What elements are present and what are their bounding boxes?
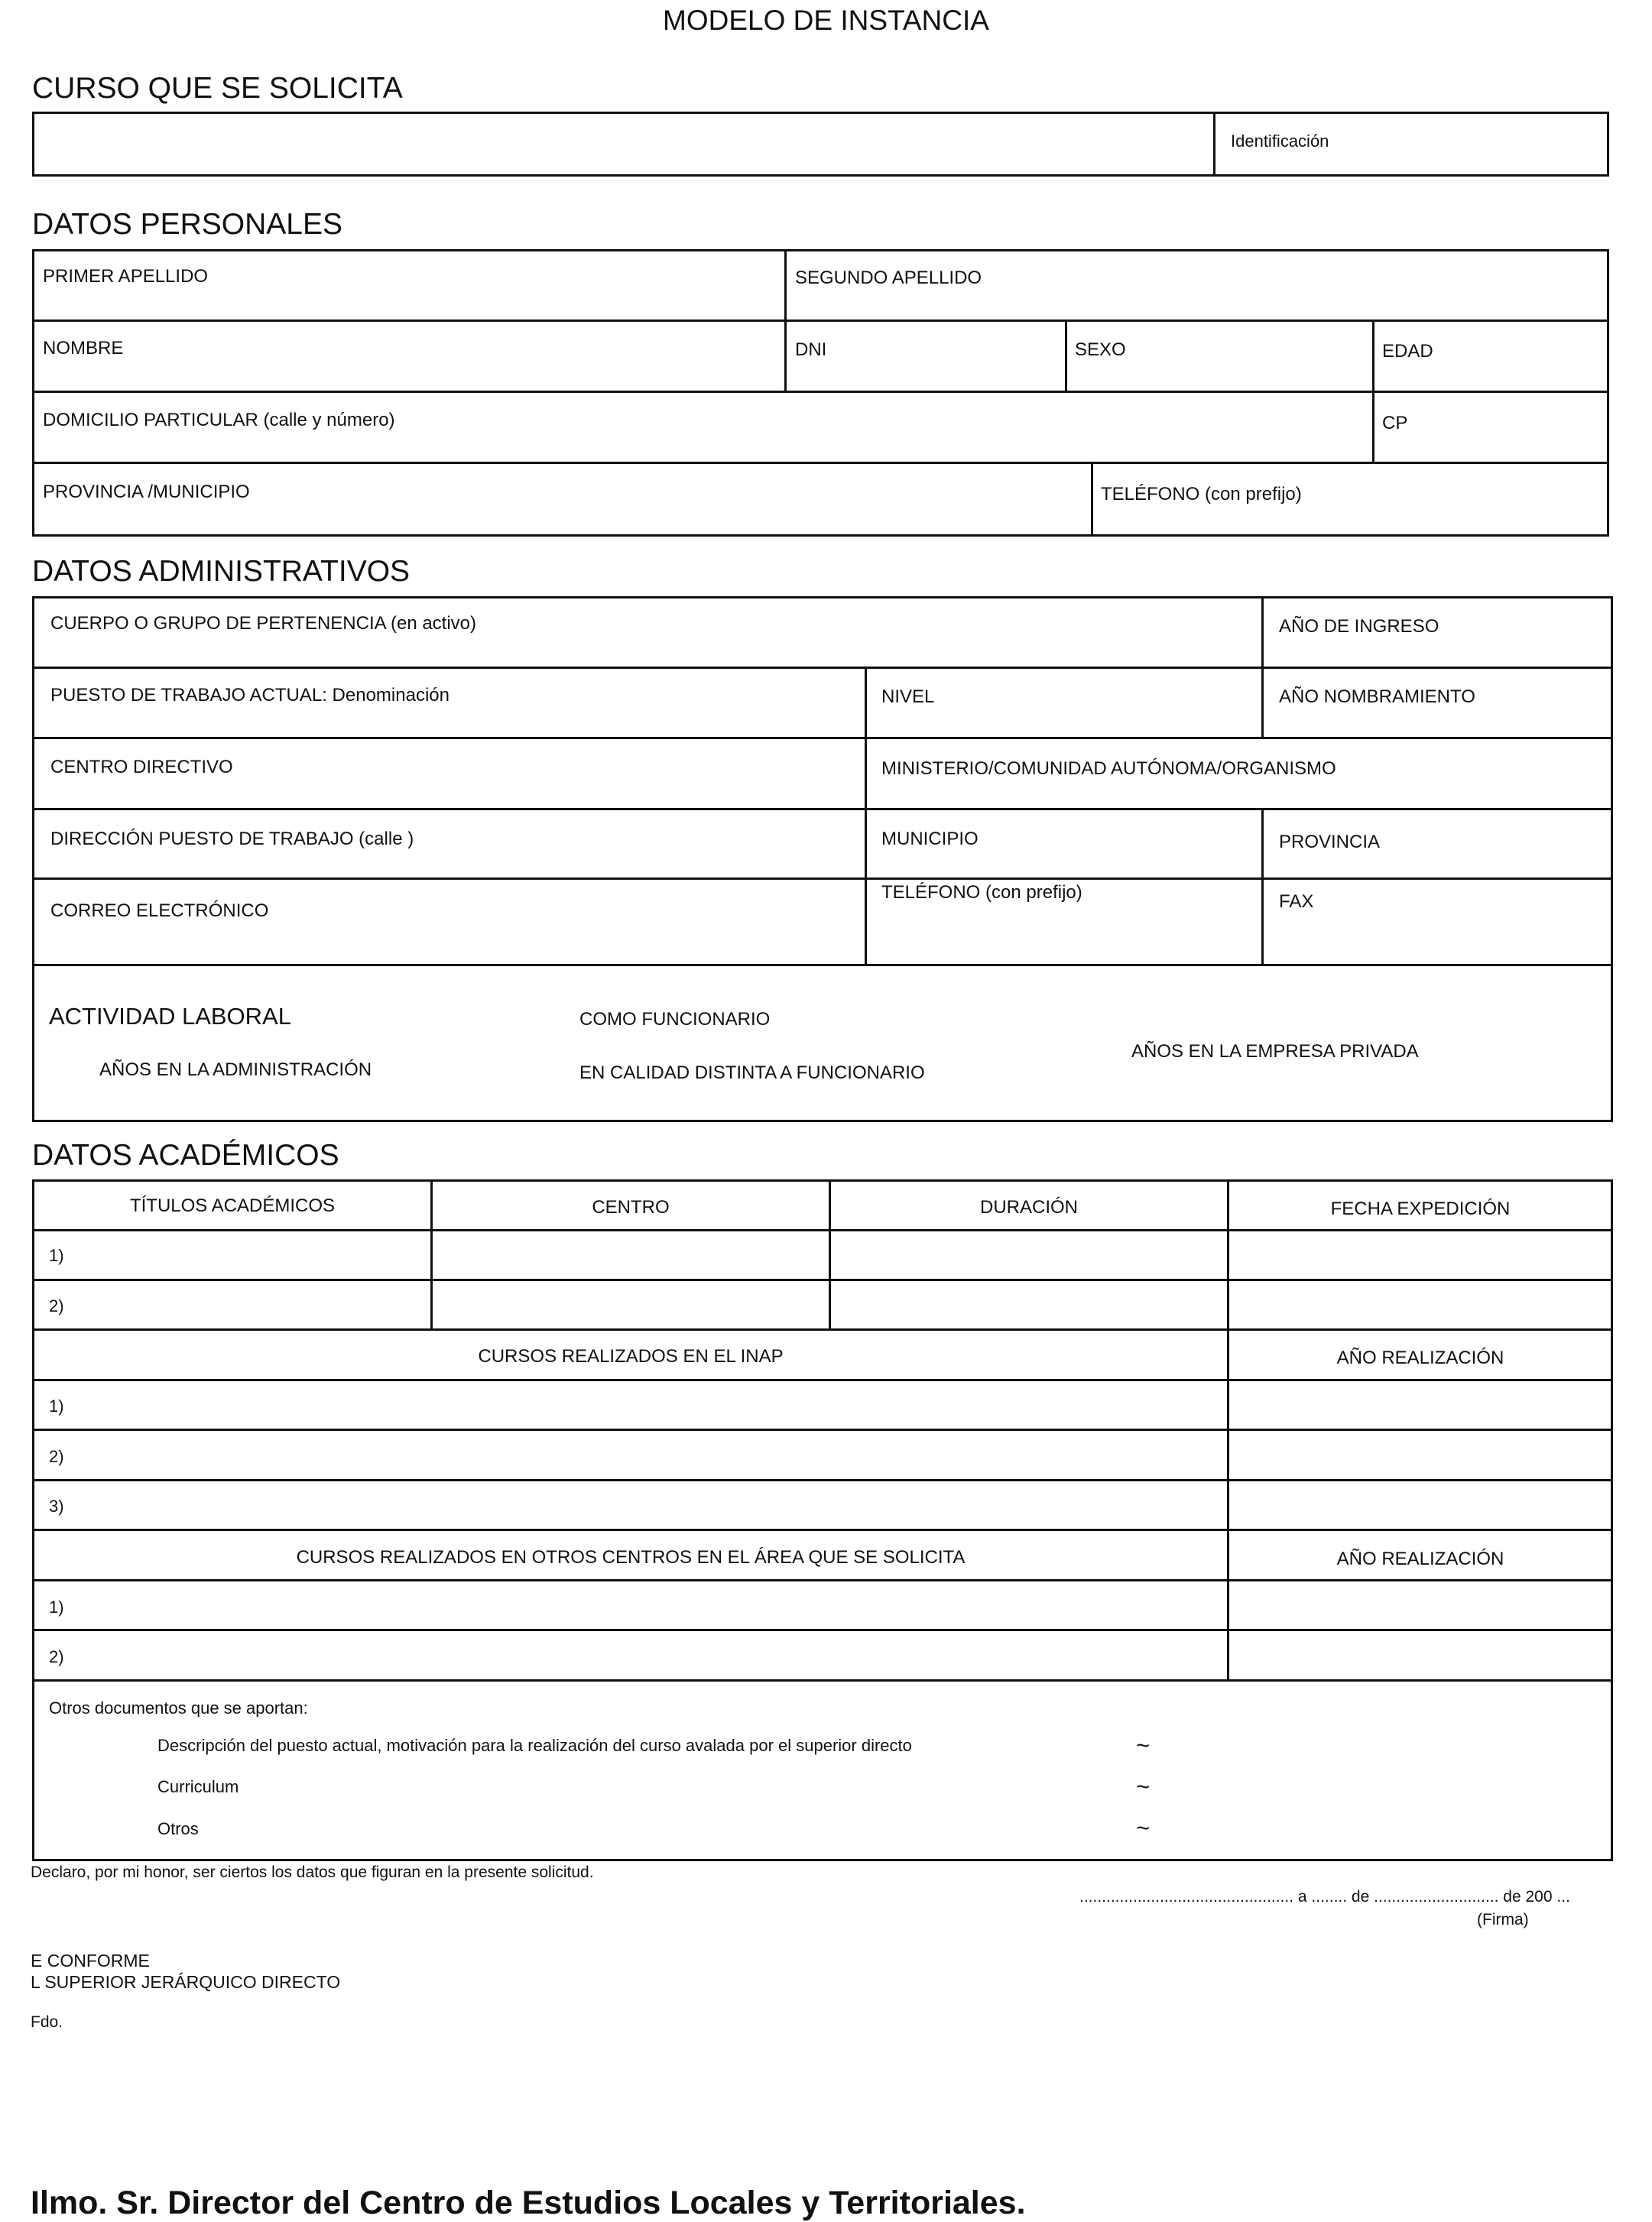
ano-nombramiento-field[interactable]: AÑO NOMBRAMIENTO [1279,686,1475,707]
divider [32,1279,1613,1281]
ano-ingreso-field[interactable]: AÑO DE INGRESO [1279,616,1439,637]
identificacion-label: Identificación [1231,131,1329,151]
divider [784,249,787,393]
cp-field[interactable]: CP [1382,413,1408,433]
col-centro-header: CENTRO [592,1197,670,1218]
table-row[interactable]: 2) [49,1296,64,1315]
divider [1261,808,1264,965]
documento-curriculum-label: Curriculum [157,1777,239,1796]
nivel-field[interactable]: NIVEL [881,686,935,707]
page-title: MODELO DE INSTANCIA [663,5,989,36]
empresa-privada-field[interactable]: AÑOS EN LA EMPRESA PRIVADA [1131,1041,1419,1062]
divider [32,737,1613,739]
divider [32,1328,1613,1331]
table-row[interactable]: 2) [49,1447,64,1466]
section-academicos-heading: DATOS ACADÉMICOS [32,1139,339,1172]
centro-directivo-field[interactable]: CENTRO DIRECTIVO [50,757,233,777]
divider [32,1579,1613,1581]
divider [32,1479,1613,1481]
divider [1372,320,1375,463]
table-row[interactable]: 2) [49,1647,64,1666]
fecha-firma-line[interactable]: ................................................ a ........ de ............................ de 200 ... [1079,1888,1570,1906]
inap-ano-header: AÑO REALIZACIÓN [1336,1348,1504,1368]
correo-field[interactable]: CORREO ELECTRÓNICO [50,900,269,921]
otros-centros-header: CURSOS REALIZADOS EN OTROS CENTROS EN EL ÁREA QUE SE SOLICITA [296,1547,966,1568]
section-administrativos-heading: DATOS ADMINISTRATIVOS [32,555,411,588]
table-row[interactable]: 1) [49,1246,64,1265]
conforme-line-1: E CONFORME [31,1951,150,1971]
documento-curriculum-checkbox[interactable]: ~ [1136,1773,1151,1800]
academicos-box [32,1179,1613,1861]
nombre-field[interactable]: NOMBRE [43,338,124,358]
municipio-field[interactable]: MUNICIPIO [881,829,979,849]
domicilio-field[interactable]: DOMICILIO PARTICULAR (calle y número) [43,410,395,430]
inap-header: CURSOS REALIZADOS EN EL INAP [478,1346,784,1367]
telefono-trabajo-field[interactable]: TELÉFONO (con prefijo) [881,882,1082,903]
documento-otros-checkbox[interactable]: ~ [1136,1815,1151,1841]
divider [32,1629,1613,1631]
fdo-label: Fdo. [31,2013,63,2031]
destinatario: Ilmo. Sr. Director del Centro de Estudios Locales y Territoriales. [31,2185,1026,2221]
sexo-field[interactable]: SEXO [1075,339,1126,360]
cuerpo-field[interactable]: CUERPO O GRUPO DE PERTENENCIA (en activo) [50,613,477,634]
divider [865,667,867,965]
divider [1065,320,1067,392]
conforme-line-2: L SUPERIOR JERÁRQUICO DIRECTO [31,1972,341,1992]
divider [32,1379,1613,1381]
table-row[interactable]: 1) [49,1396,64,1416]
divider [32,1679,1613,1682]
table-row[interactable]: 1) [49,1598,64,1617]
section-personales-heading: DATOS PERSONALES [32,208,343,241]
firma-label: (Firma) [1477,1911,1529,1928]
declaracion-text: Declaro, por mi honor, ser ciertos los datos que figuran en la presente solicitud. [31,1864,594,1881]
divider [1227,1179,1229,1681]
divider [32,808,1613,810]
col-duracion-header: DURACIÓN [979,1197,1078,1218]
direccion-field[interactable]: DIRECCIÓN PUESTO DE TRABAJO (calle ) [50,829,414,849]
documento-otros-label: Otros [157,1819,199,1838]
telefono-personal-field[interactable]: TELÉFONO (con prefijo) [1101,484,1302,504]
provincia-field[interactable]: PROVINCIA [1279,832,1381,852]
col-fecha-header: FECHA EXPEDICIÓN [1330,1199,1511,1219]
ministerio-field[interactable]: MINISTERIO/COMUNIDAD AUTÓNOMA/ORGANISMO [881,758,1336,779]
edad-field[interactable]: EDAD [1382,341,1433,362]
documentos-heading: Otros documentos que se aportan: [49,1698,308,1718]
puesto-field[interactable]: PUESTO DE TRABAJO ACTUAL: Denominación [50,685,450,706]
divider [32,667,1613,669]
como-funcionario-field[interactable]: COMO FUNCIONARIO [579,1009,771,1030]
dni-field[interactable]: DNI [795,339,827,360]
documento-descripcion-checkbox[interactable]: ~ [1136,1732,1151,1759]
distinta-funcionario-field[interactable]: EN CALIDAD DISTINTA A FUNCIONARIO [579,1062,925,1083]
anos-administracion-label: AÑOS EN LA ADMINISTRACIÓN [99,1059,372,1080]
divider [32,1429,1613,1431]
section-curso-heading: CURSO QUE SE SOLICITA [32,72,403,105]
divider [1213,112,1215,177]
col-titulos-header: TÍTULOS ACADÉMICOS [129,1195,336,1216]
primer-apellido-field[interactable]: PRIMER APELLIDO [43,266,209,287]
divider [32,964,1613,966]
provincia-municipio-field[interactable]: PROVINCIA /MUNICIPIO [43,482,250,502]
documento-descripcion-label: Descripción del puesto actual, motivación para la realización del curso avalada por el superior directo [157,1736,912,1755]
otros-ano-header: AÑO REALIZACIÓN [1336,1549,1504,1569]
divider [1091,462,1093,537]
divider [32,1229,1613,1231]
divider [1261,596,1264,739]
table-row[interactable]: 3) [49,1497,64,1516]
fax-field[interactable]: FAX [1279,891,1314,912]
divider [32,877,1613,880]
actividad-laboral-label: ACTIVIDAD LABORAL [49,1003,291,1030]
curso-field[interactable] [34,113,1212,175]
segundo-apellido-field[interactable]: SEGUNDO APELLIDO [795,268,982,288]
divider [32,1529,1613,1531]
